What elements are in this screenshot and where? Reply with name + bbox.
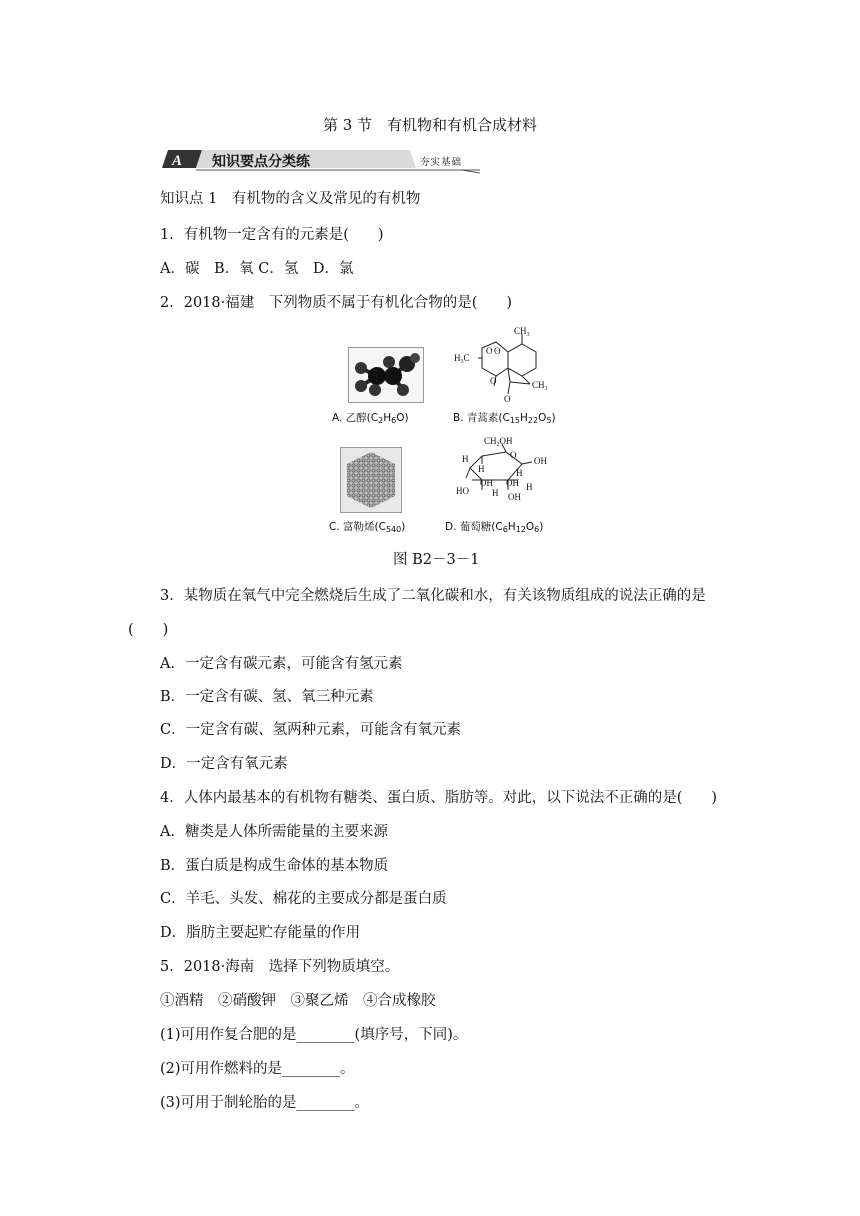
svg-text:H: H [478,464,485,474]
q4-option-d: D．脂肪主要起贮存能量的作用 [160,925,361,941]
svg-text:H: H [492,488,499,498]
knowledge-point-heading: 知识点 1 有机物的含义及常见的有机物 [160,191,421,207]
svg-text:HO: HO [456,486,469,496]
svg-text:H: H [516,468,523,478]
q4-option-a: A．糖类是人体所需能量的主要来源 [160,824,388,840]
svg-text:OH: OH [508,492,521,502]
q3-option-c: C．一定含有碳、氢两种元素，可能含有氧元素 [160,722,462,738]
banner-label: 知识要点分类练 [212,154,310,170]
q3-stem: 3．某物质在氧气中完全燃烧后生成了二氧化碳和水，有关该物质组成的说法正确的是 [160,588,706,604]
svg-text:O: O [486,346,493,356]
q4-option-c: C．羊毛、头发、棉花的主要成分都是蛋白质 [160,891,447,907]
q1-stem: 1．有机物一定含有的元素是( ) [160,227,384,243]
ethanol-model-image [348,347,424,403]
section-banner [162,146,480,174]
svg-text:O: O [490,376,497,386]
svg-text:A: A [172,153,183,169]
q5-part-3: (3)可用于制轮胎的是________。 [160,1095,370,1111]
svg-text:OH: OH [534,456,547,466]
q3-option-d: D．一定含有氧元素 [160,756,288,772]
svg-text:OH: OH [480,478,493,488]
q5-part-1: (1)可用作复合肥的是________(填序号，下同)。 [160,1027,468,1043]
q5-stem: 5．2018·海南 选择下列物质填空。 [160,959,400,975]
section-title: 第 3 节 有机物和有机合成材料 [322,116,538,134]
figure-label: 图 B2－3－1 [393,552,480,568]
svg-text:OH: OH [506,478,519,488]
q2-stem: 2．2018·福建 下列物质不属于有机化合物的是( ) [160,295,513,311]
svg-text:CH2OH: $CH_2OH$ [484,436,513,448]
svg-text:O: O [510,450,517,460]
artemisinin-structure [448,324,568,404]
q4-stem: 4．人体内最基本的有机物有糖类、蛋白质、脂肪等。对此，以下说法不正确的是( ) [160,790,718,806]
figure-b-caption: B. 青蒿素$(C_{15}H_{22}O_5)$ [453,412,556,425]
svg-text:CH3: $CH_3$ [514,326,530,338]
q5-part-2: (2)可用作燃料的是________。 [160,1061,355,1077]
q1-options: A．碳 B．氧 C．氢 D．氯 [160,261,354,277]
svg-text:H: H [462,454,469,464]
figure-c-caption: C. 富勒烯$(C_{540})$ [329,521,406,534]
q3-option-b: B．一定含有碳、氢、氧三种元素 [160,689,374,705]
svg-text:O: O [504,394,511,404]
svg-text:H: H [526,482,533,492]
glucose-structure [452,434,558,514]
q3-paren: ( ) [128,622,169,638]
q3-option-a: A．一定含有碳元素，可能含有氢元素 [160,656,403,672]
svg-text:H3C: $H_3C$ [454,353,470,365]
svg-text:CH3: $CH_3$ [532,380,548,392]
q4-option-b: B．蛋白质是构成生命体的基本物质 [160,858,389,874]
banner-tag: 夯实基础 [420,157,463,168]
figure-a-caption: A. 乙醇$(C_2H_6O)$ [332,412,409,425]
svg-text:O: O [494,346,501,356]
fullerene-image [340,447,402,513]
q5-choices: ①酒精 ②硝酸钾 ③聚乙烯 ④合成橡胶 [160,993,436,1009]
figure-d-caption: D. 葡萄糖$(C_6H_{12}O_6)$ [445,521,544,534]
